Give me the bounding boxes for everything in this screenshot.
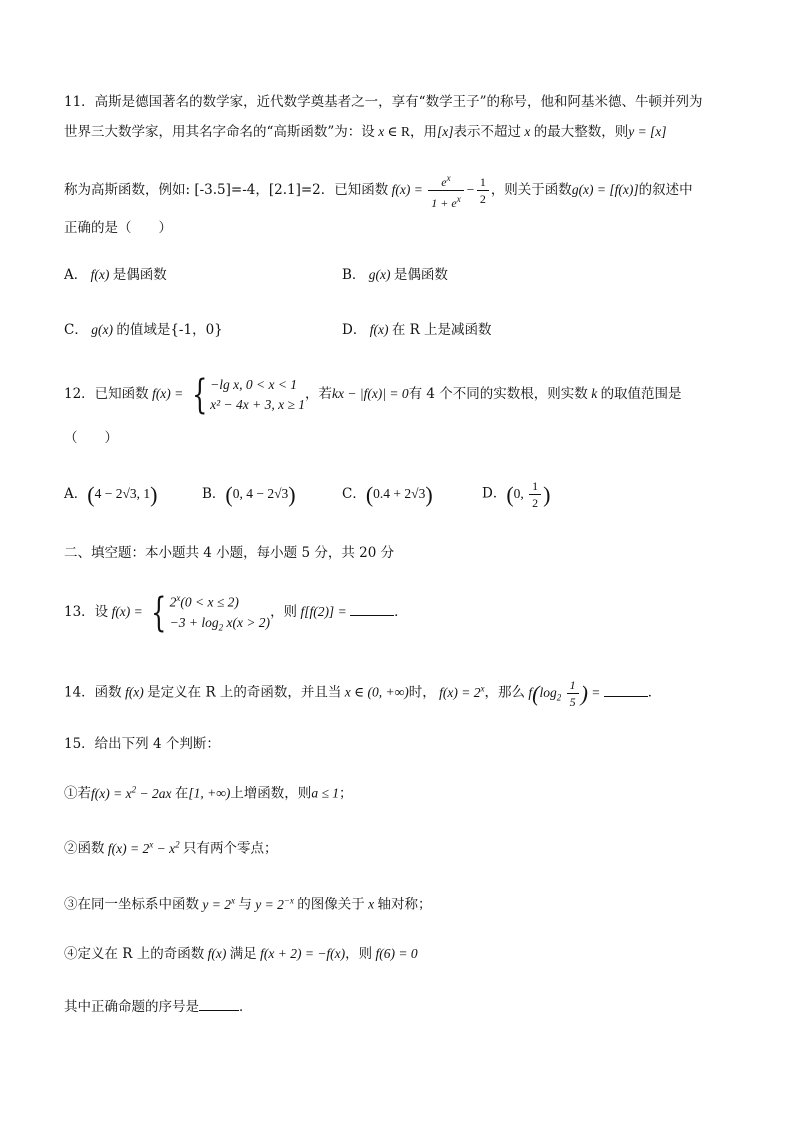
answer-blank[interactable] (604, 682, 648, 697)
q11-line-1: 11．高斯是德国著名的数学家，近代数学奠基者之一，享有“数学王子”的称号，他和阿基米德、牛顿并列为 (64, 94, 703, 110)
q15-item-2: ②函数 $f(x) = 2^x - x^2$ 只有两个零点； (64, 839, 278, 857)
q12-option-c: C．(0.4 + 2√3) (342, 481, 433, 507)
math-kx-abs: kx − |f(x)| = 0 (332, 386, 409, 401)
q11-option-b: B． g(x) 是偶函数 (342, 267, 448, 283)
math-bracket-x: [x] (436, 124, 454, 139)
answer-blank[interactable] (350, 601, 394, 616)
q15-item-3: ③在同一坐标系中函数 $y = 2^x$ 与 $y = 2^{-x}$ 的图像关于 x 轴对称； (64, 895, 432, 913)
q13-piecewise: $2^x(0 < x \le 2)$ $-3 + \log_2 x(x > 2)$ (169, 593, 271, 633)
q11-option-c: C． g(x) 的值域是{-1，0} (64, 322, 223, 338)
section-2-title: 二、填空题：本小题共 4 小题，每小题 5 分，共 20 分 (64, 545, 395, 561)
q13-line: 13．设 f(x) = { $2^x(0 < x \le 2)$ $-3 + \log_2 x(x > 2)$ ，则 f[f(2)] = ． (64, 589, 408, 636)
math-frac-half: $\frac{1}{2}$ (477, 174, 489, 207)
q12-line-2: （ ） (64, 430, 118, 446)
q11-line-2: 世界三大数学家，用其名字命名的“高斯函数”为：设 x ∈ R，用[x]表示不超过 x 的最大整数，则y = [x] (64, 124, 667, 140)
q11-option-d: D． f(x) 在 R 上是减函数 (342, 322, 492, 338)
math-y-eq-bracket-x: y = [x] (628, 124, 667, 139)
left-brace: { (191, 371, 208, 418)
q15-item-4: ④定义在 R 上的奇函数 f(x) 满足 f(x + 2) = −f(x)，则 f(6) = 0 (64, 946, 418, 962)
q12-option-b: B．(0, 4 − 2√3) (202, 481, 296, 507)
q12-line-1: 12．已知函数 f(x) = { −lg x, 0 < x < 1 x² − 4x + 3, x ≥ 1 ，若kx − |f(x)| = 0有 4 个不同的实数根，则实数 k 的取值范围是 (64, 371, 682, 418)
q15-last: 其中正确命题的序号是 ． (64, 996, 253, 1017)
q15-lead: 15．给出下列 4 个判断： (64, 736, 220, 752)
left-brace: { (151, 589, 167, 636)
q11-option-a: A． f(x) 是偶函数 (64, 267, 167, 283)
math-g-def: g(x) = [f(x)] (571, 182, 639, 197)
q11-line-4: 正确的是（ ） (64, 220, 172, 236)
q14-line: 14．函数 f(x) 是定义在 R 上的奇函数，并且当 x ∈ (0, +∞)时， $f(x) = 2^x$，那么 $f(\log_2$ $\frac{1}{5}$ ) = ． (64, 677, 662, 709)
q15-item-1: ①若$f(x) = x^2 - 2ax$ 在[1, +∞)上增函数，则a ≤ 1； (64, 784, 353, 802)
answer-blank[interactable] (199, 996, 239, 1011)
q11-line-3: 称为高斯函数，例如: [-3.5]=-4，[2.1]=2．已知函数 f(x) = $\frac{e^x}{1 + e^x}$ − $\frac{1}{2}$ ，则关于函数g(x) = [f(x)]的叙述中 (64, 170, 693, 211)
q12-option-d: D．(0, $\frac{1}{2}$ ) (482, 479, 551, 510)
q12-piecewise: −lg x, 0 < x < 1 x² − 4x + 3, x ≥ 1 (210, 376, 306, 412)
q12-option-a: A．(4 − 2√3, 1) (64, 481, 158, 507)
math-frac-ex: $\frac{e^x}{1 + e^x}$ (428, 170, 463, 211)
math-x-in-R: x ∈ (374, 124, 401, 139)
